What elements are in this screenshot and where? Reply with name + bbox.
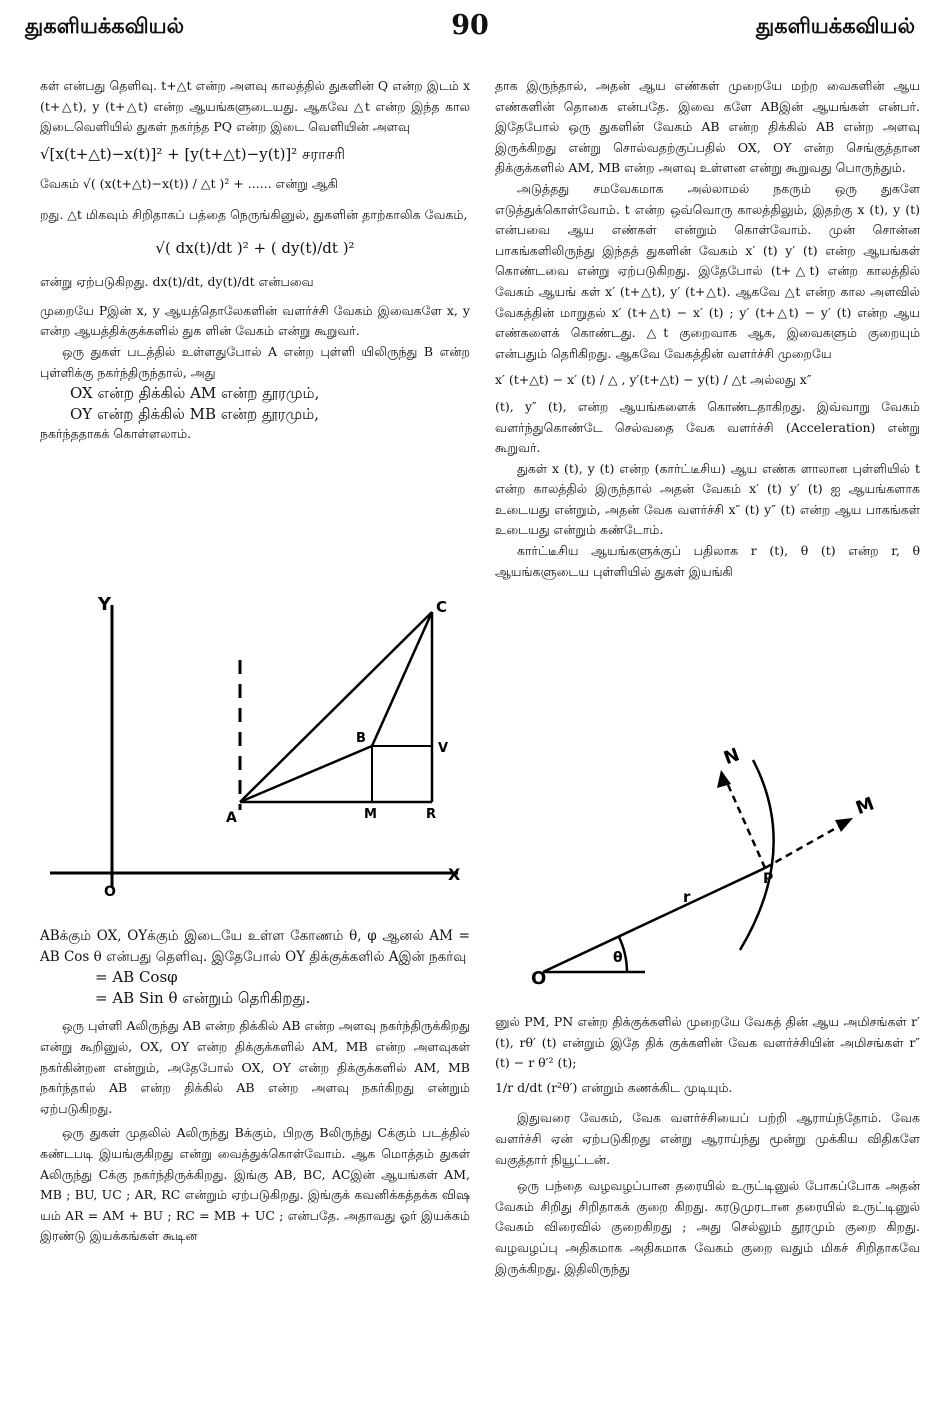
paragraph: ABக்கும் OX, OYக்கும் இடையே உள்ள கோணம் θ, φ ஆனல் AM = AB Cos θ என்பது தெளிவு. இதேபோல் OY திக்குக்களில் Aஇன் நகர்வு [40,928,470,965]
paragraph: நகர்ந்ததாகக் கொள்ளலாம். [40,426,192,442]
line-ab [240,746,372,802]
paragraph: துகள் x (t), y (t) என்ற (கார்ட்டீசிய) ஆய எண்க ளாலான புள்ளியில் t என்ற காலத்தில் இருந்தால் அதன் வேகம் x′ (t) y′ (t) ஐ ஆயங்களாக உடையது என்றும், அதன் வேக வளர்ச்சி x″ (t) y″ (t) என்ற ஆய பாகங்கள் உடையது என்றும் கண்டோம். [495,460,920,538]
figure-polar-diagram [495,740,925,1000]
equation-line: = AB Cosφ [95,968,178,987]
paragraph: (t), y″ (t), என்ற ஆயங்களைக் கொண்டதாகிறது. இவ்வாறு வேகம் வளர்ந்துகொண்டே செல்வதை வேக வளர்ச்சி (Acceleration) என்று கூறுவர். [495,398,920,456]
paragraph: முறையே Pஇன் x, y ஆயத்தொலேகளின் வளர்ச்சி வேகம் இவைகளே x, y என்ற ஆயத்திக்குக்களில் துக ளின் வேகம் என்று கூறுவர். [40,302,470,339]
left-column-top [40,76,470,445]
paragraph: ஒரு புள்ளி Aலிருந்து AB என்ற திக்கில் AB என்ற அளவு நகர்ந்திருக்கிறது என்று கூறினுல், OX, OY என்ற திக்குக்களில் AM, MB என்ற அளவுகள் நகர்கின்றன என்றும், அதேபோல் OX, OY என்ற திக்குக்களில் AM, MB நகர்ந்தால் AB என்ற திக்கில் AB என்ற அளவு நகர்கிறது என்றும் ஏற்படுகிறது. [40,1018,470,1116]
paragraph: கள் என்பது தெளிவு. t+△t என்ற அளவு காலத்தில் துகளின் Q என்ற இடம் x (t+△t), y (t+△t) என்ற ஆயங்களுடையது. ஆகவே △t என்ற இந்த கால இடைவெளியில் துகள் நகர்ந்த PQ என்ற இடை வெளியின் அளவு [40,78,470,135]
page-number: 90 [451,10,489,41]
label-b: B [356,731,366,746]
right-column-top [495,76,920,582]
paragraph: ஒரு துகள் முதலில் Aலிருந்து Bக்கும், பிறகு Bலிருந்து Cக்கும் படத்தில் கண்டபடி இயங்குகிறது என்று வைத்துக்கொள்வோம். ஆக மொத்தம் துகள் Aலிருந்து Cக்கு நகர்ந்திருக்கிறது. இங்கு AB, BC, ACஇன் ஆயங்கள் AM, MB ; BU, UC ; AR, RC என்றும் ஏற்படுகிறது. இங்குக் கவனிக்கத்தக்க விஷ யம் AR = AM + BU ; RC = MB + UC ; என்பதே. அதாவது ஓர் இயக்கம் இரண்டு இயக்கங்கள் கூடின [40,1125,470,1244]
paragraph: ஒரு துகள் படத்தில் உள்ளதுபோல் A என்ற புள்ளி யிலிருந்து B என்ற புள்ளிக்கு நகர்ந்திருந்தால், அது [40,343,470,380]
label-a: A [226,810,237,826]
left-column-bottom [40,926,470,1247]
formula-instant-velocity: √( dx(t)/dt )² + ( dy(t)/dt )² [155,238,355,257]
paragraph: அடுத்தது சமவேகமாக அல்லாமல் நகரும் ஒரு துகளே எடுத்துக்கொள்வோம். t என்ற ஒவ்வொரு காலத்திலும், இதற்கு x (t), y (t) என்பவை ஆய எண்கள் என்றும் கொள்வோம். முன் சொன்ன பாகங்களிலிருந்து இந்தத் துகளின் வேகம் x′ (t) y′ (t) என்ற ஆயங்கள் கொண்டவை என்று ஏற்படுகிறது. இதேபோல் (t+△t) என்ற காலத்தில் வேகம் ஆயங் கள் x′ (t+△t), y′ (t+△t). ஆகவே △t என்ற கால அளவில் வேகத்தின் மாறுதல் x′ (t+△t) − x′ (t) ; y′ (t+△t) − y′ (t) என்ற ஆய எண்களைக் கொண்டது. △t குறைவாக ஆக, இவைகளும் குறையும் என்பதும் தெரிகிறது. ஆகவே வேகத்தின் வளர்ச்சி முறையே [495,180,920,361]
trajectory-curve [740,760,774,950]
line-bc [372,612,432,746]
arrowhead-m [835,818,853,832]
formula-acceleration: x′ (t+△t) − x′ (t) / △ , y′(t+△t) − y(t) / △t அல்லது x″ [495,372,812,388]
formula-polar-acceleration: 1/r d/dt (r²θ′) என்றும் கணக்கிட முடியும். [495,1079,733,1095]
label-m: M [364,807,377,822]
line-radius [543,868,765,972]
paragraph: இதுவரை வேகம், வேக வளர்ச்சியைப் பற்றி ஆராய்ந்தோம். வேக வளர்ச்சி ஏன் ஏற்படுகிறது என்று ஆராய்ந்து மூன்று முக்கிய விதிகளே வகுத்தார் நியூட்டன். [495,1110,920,1167]
figure-displacement-diagram [40,590,480,910]
right-column-bottom [495,1012,920,1279]
paragraph: தாக இருந்தால், அதன் ஆய எண்கள் முறையே மற்ற வைகளின் ஆய எண்களின் தொகை என்பதே. இவை களே ABஇன் ஆயங்கள் என்பர். இதேபோல் ஒரு துகளின் வேகம் AB என்ற திக்கில் AB என்ற அளவு இருக்கிறது என்று சொல்வதற்குப்பதில் OX, OY என்ற செங்குத்தான திக்குக்களில் AM, MB என்ற அளவு உள்ளன என்று கூறுவது பொருந்தும். [495,78,920,176]
label-o: O [104,884,116,900]
formula-derivatives: என்று ஏற்படுகிறது. dx(t)/dt, dy(t)/dt என்பவை [40,274,314,290]
running-header-left: துகளியக்கவியல் [25,14,185,38]
equation-line: = AB Sin θ என்றும் தெரிகிறது. [95,988,311,1007]
line-ac [240,612,432,802]
paragraph: ஒரு பந்தை வழவழப்பான தரையில் உருட்டினுல் போகப்போக அதன் வேகம் சிறிது சிறிதாகக் குறை கிறது. கரடுமுரடான தரையில் உருட்டினுல் வேகம் விரைவில் குறைகிறது ; அது செல்லும் தூரமும் குறை கிறது. வழவழப்பு அதிகமாக அதிகமாக வேகம் குறை வதும் மிகச் சிறிதாகவே இருக்கிறது. இதிலிருந்து [495,1178,920,1276]
formula-distance: √[x(t+△t)−x(t)]² + [y(t+△t)−y(t)]² சராசரி [40,144,346,163]
arrow-pm [765,823,845,868]
equation-line: OY என்ற திக்கில் MB என்ற தூரமும், [70,404,320,423]
label-n: N [721,744,743,770]
equation-line: OX என்ற திக்கில் AM என்ற தூரமும், [70,384,320,403]
paragraph: றது. △t மிகவும் சிறிதாகப் பத்தை நெருங்கினுல், துகளின் தாற்காலிக வேகம், [40,206,468,222]
label-p: P [763,871,774,887]
label-x: X [448,865,461,884]
paragraph: கார்ட்டீசிய ஆயங்களுக்குப் பதிலாக r (t), θ (t) என்ற r, θ ஆயங்களுடைய புள்ளியில் துகள் இயங்கி [495,543,920,579]
label-m: M [853,793,878,820]
label-origin: O [531,968,547,989]
arrow-pn [725,778,765,868]
label-theta: θ [613,950,623,966]
running-header-right: துகளியக்கவியல் [755,14,915,38]
paragraph: னுல் PM, PN என்ற திக்குக்களில் முறையே வேகத் தின் ஆய அமிசங்கள் r′ (t), rθ′ (t) என்றும் இதே திக் குக்களின் வேக வளர்ச்சியின் அமிசங்கள் r″ (t) − r θ′² (t); [495,1014,920,1071]
label-r: R [426,807,437,822]
label-v: V [438,741,449,756]
label-y: Y [98,594,112,615]
label-c: C [436,598,448,616]
label-r: r [683,888,691,906]
formula-average-velocity: வேகம் √( (x(t+△t)−x(t)) / △t )² + ...... என்று ஆகி [40,176,338,192]
